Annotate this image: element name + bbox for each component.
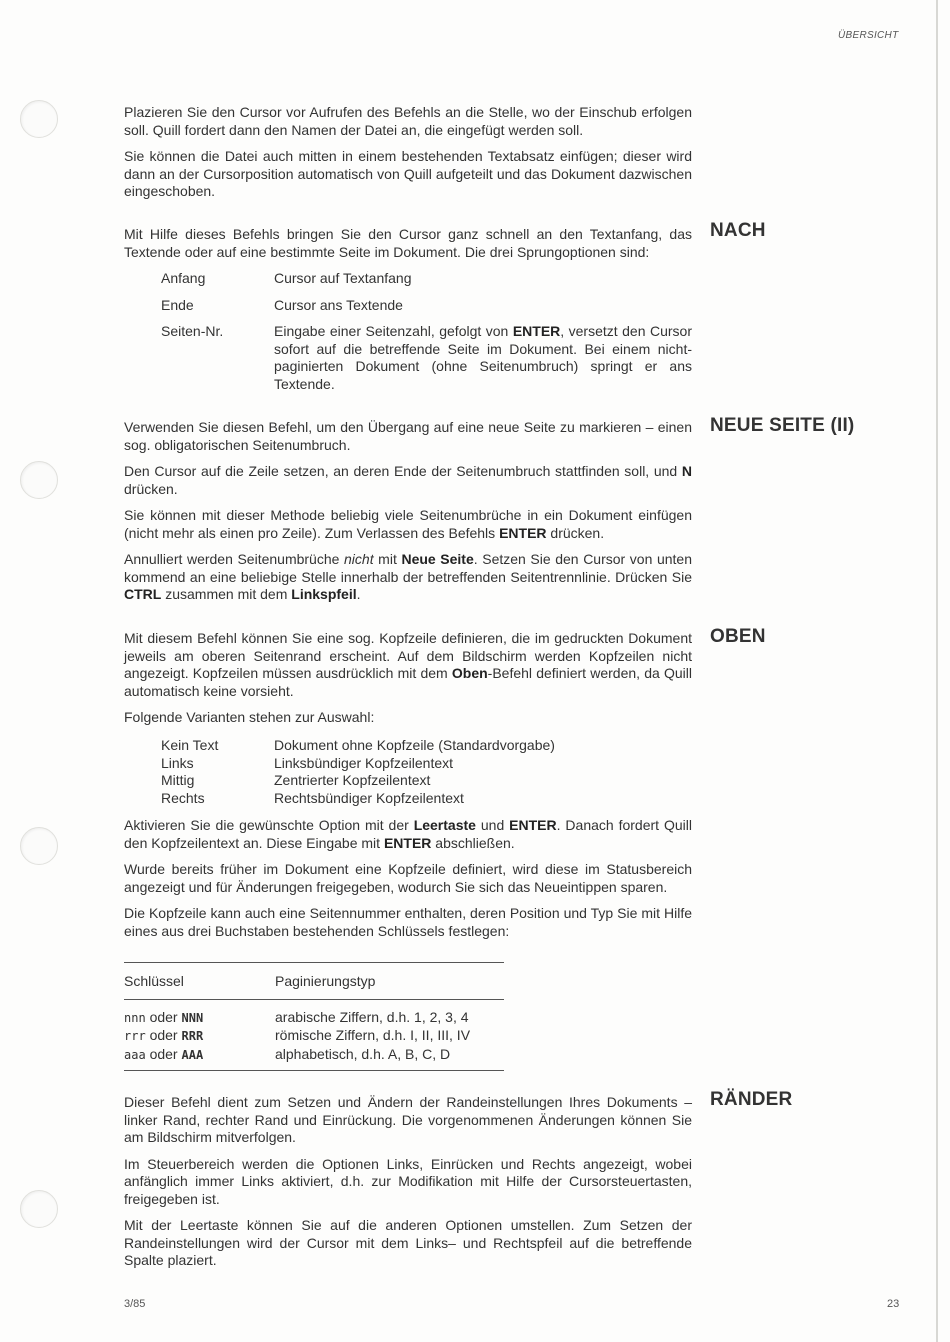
nach-section [124,226,692,270]
oben-paragraph-3 [124,817,692,852]
oben-section [124,630,692,736]
intro-paragraph-1: Plazieren Sie den Cursor vor Aufrufen des Befehls an die Stelle, wo der Einschub erfolgen soll. Quill fordert dann den Namen der Datei an, die eingefügt werden soll. [124,104,692,138]
text-run: Den Cursor auf die Zeile setzen, an deren Ende der Seitenumbruch stattfinden soll, und [124,463,682,479]
raender-paragraph-3: Mit der Leertaste können Sie auf die anderen Optionen umstellen. Zum Setzen der Randeinstellungen wird der Cursor mit dem Links– und Rechtspfeil auf die betreffende Spalte plaziert. [124,1217,692,1268]
neue-seite-paragraph-1: Verwenden Sie diesen Befehl, um den Übergang auf eine neue Seite zu markieren – einen sog. obligatorischen Seitenumbruch. [124,419,692,453]
enter-key: ENTER [383,834,432,851]
variant-definition: Dokument ohne Kopfzeile (Standardvorgabe) [274,737,555,753]
table-header-key: Schlüssel [124,973,184,989]
key-lowercase: aaa [124,1047,146,1062]
enter-key: ENTER [509,817,557,833]
page-number: 23 [887,1298,900,1310]
oben-paragraph-2: Folgende Varianten stehen zur Auswahl: [124,709,375,725]
key-uppercase: RRR [181,1029,204,1043]
option-text: Eingabe einer Seitenzahl, gefolgt von [274,323,513,339]
left-arrow-key: Linkspfeil [291,586,357,602]
variant-definition: Linksbündiger Kopfzeilentext [274,754,454,771]
nach-option-row [124,297,692,315]
variant-term: Rechts [161,789,205,806]
enter-key: ENTER [499,524,547,541]
text-run: Mit diesem Befehl können Sie eine sog. Kopfzeile definieren, die im gedruckten Dokument jeweils am oberen Seitenrand erscheint. Auf dem Bildschirm werden Kopfzeilen nicht angezeigt. Kopfzeilen müssen ausdrücklich mit dem [124,630,692,681]
text-run: drücken. [124,480,178,497]
space-key: Leertaste [413,817,476,833]
variant-row [124,737,692,755]
ctrl-key: CTRL [124,586,162,602]
table-header-row [124,963,504,999]
heading-raender: RÄNDER [710,1089,793,1110]
raender-paragraph-2: Im Steuerbereich werden die Optionen Links, Einrücken und Rechts angezeigt, wobei anfänglich immer Links aktiviert, d.h. zur Modifikation mit Hilfe der Cursorsteuertasten, freigegeben ist. [124,1155,692,1207]
text-run: Annulliert werden Seitenumbrüche [124,551,345,567]
command-name: Neue Seite [401,551,474,567]
table-cell-key [124,1027,275,1046]
variant-row [124,790,692,808]
table-cell-key [124,1009,275,1028]
raender-section [124,1094,692,1279]
text-run: . Danach fordert Quill den Kopfzeilentext an. Diese Eingabe mit [124,817,692,851]
variant-term: Mittig [161,772,195,788]
table-header-rule [124,999,504,1000]
oben-paragraph-5: Die Kopfzeile kann auch eine Seitennummer enthalten, deren Position und Typ Sie mit Hilfe eines aus drei Buchstaben bestehenden Schlüssels festlegen: [124,905,692,939]
pagination-key-table [124,962,504,1071]
variant-definition: Zentrierter Kopfzeilentext [274,772,431,788]
key-lowercase: nnn [124,1010,146,1025]
footer-date: 3/85 [124,1298,146,1310]
option-term: Ende [161,296,194,313]
neue-seite-paragraph-3 [124,507,692,542]
neue-seite-section [124,419,692,613]
nach-options-list [124,270,692,393]
option-term: Anfang [161,270,206,286]
nach-option-row [124,270,692,288]
table-bottom-rule [124,1070,504,1071]
oben-variants-list [124,737,692,807]
text-run: zusammen mit dem [161,586,292,602]
emphasis: nicht [344,551,374,567]
option-definition: Cursor ans Textende [274,296,403,313]
n-key: N [681,463,692,479]
binder-hole-4 [20,1190,58,1228]
text-run: Sie können mit dieser Methode beliebig viele Seitenumbrüche in ein Dokument einfügen (nicht mehr als einen pro Zeile). Zum Verlassen des Befehls [124,507,692,541]
table-header-type: Paginierungstyp [275,973,376,989]
raender-paragraph-1: Dieser Befehl dient zum Setzen und Ändern der Randeinstellungen Ihres Dokuments – linker Rand, rechter Rand und Einrückung. Die vorgenommenen Änderungen können Sie am Bildschirm mitverfolgen. [124,1094,692,1145]
table-row [124,1009,504,1028]
option-definition [274,323,692,393]
variant-term: Kein Text [161,737,219,753]
binder-hole-1 [20,100,58,138]
text-run: . Setzen Sie den Cursor von unten kommend an eine beliebige Stelle innerhalb der betreffenden Seitentrennlinie. Drücken Sie [124,551,692,585]
key-lowercase: rrr [124,1029,146,1043]
intro-section [124,104,692,210]
text-run: und [475,817,510,833]
nach-paragraph-1: Mit Hilfe dieses Befehls bringen Sie den Cursor ganz schnell an den Textanfang, das Textende oder auf eine bestimmte Seite im Dokument. Die drei Sprungoptionen sind: [124,226,692,260]
heading-oben: OBEN [710,626,766,647]
table-row [124,1046,504,1065]
oben-section-continued [124,817,692,949]
text-run: drücken. [546,524,605,541]
neue-seite-paragraph-4 [124,551,692,604]
option-definition: Cursor auf Textanfang [274,270,412,286]
variant-term: Links [161,754,194,771]
variant-definition: Rechtsbündiger Kopfzeilentext [274,789,464,806]
binder-hole-3 [20,827,58,865]
variant-row [124,772,692,790]
running-head: ÜBERSICHT [838,30,899,41]
table-cell-key [124,1046,275,1065]
table-cell-type: arabische Ziffern, d.h. 1, 2, 3, 4 [275,1008,469,1025]
option-term: Seiten-Nr. [161,323,224,339]
table-row [124,1027,504,1046]
table-cell-type: alphabetisch, d.h. A, B, C, D [275,1045,451,1062]
option-text: , versetzt den Cursor sofort auf die betreffende Seite im Dokument. Bei einem nicht-paginierten Dokument (ohne Seitenumbruch) springt er ans Textende. [274,323,692,392]
text-run: . [356,586,361,602]
text-run: -Befehl definiert werden, da Quill automatisch keine vorsieht. [124,665,692,699]
enter-key: ENTER [512,323,561,339]
key-uppercase: AAA [181,1047,204,1062]
table-cell-type: römische Ziffern, d.h. I, II, III, IV [275,1027,471,1043]
binder-hole-2 [20,461,58,499]
text-run: abschließen. [431,834,515,851]
key-oder: oder [149,1027,178,1043]
intro-paragraph-2: Sie können die Datei auch mitten in einem bestehenden Textabsatz einfügen; dieser wird dann an der Cursorposition automatisch von Quill aufgeteilt und das Dokument dazwischen eingeschoben. [124,148,692,199]
command-name: Oben [451,665,488,681]
nach-option-row [124,323,692,393]
key-oder: oder [149,1008,178,1025]
text-run: Aktivieren Sie die gewünschte Option mit der [124,817,414,833]
heading-neue-seite: NEUE SEITE (II) [710,415,855,436]
oben-paragraph-4: Wurde bereits früher im Dokument eine Kopfzeile definiert, wird diese im Statusbereich angezeigt und für Änderungen freigegeben, wodurch Sie sich das Neueintippen sparen. [124,861,692,895]
key-oder: oder [149,1045,178,1062]
variant-row [124,755,692,773]
oben-paragraph-1 [124,630,692,700]
key-uppercase: NNN [181,1010,204,1025]
page-edge [936,0,938,1342]
text-run: mit [373,551,402,567]
neue-seite-paragraph-2 [124,463,692,498]
heading-nach: NACH [710,220,766,241]
